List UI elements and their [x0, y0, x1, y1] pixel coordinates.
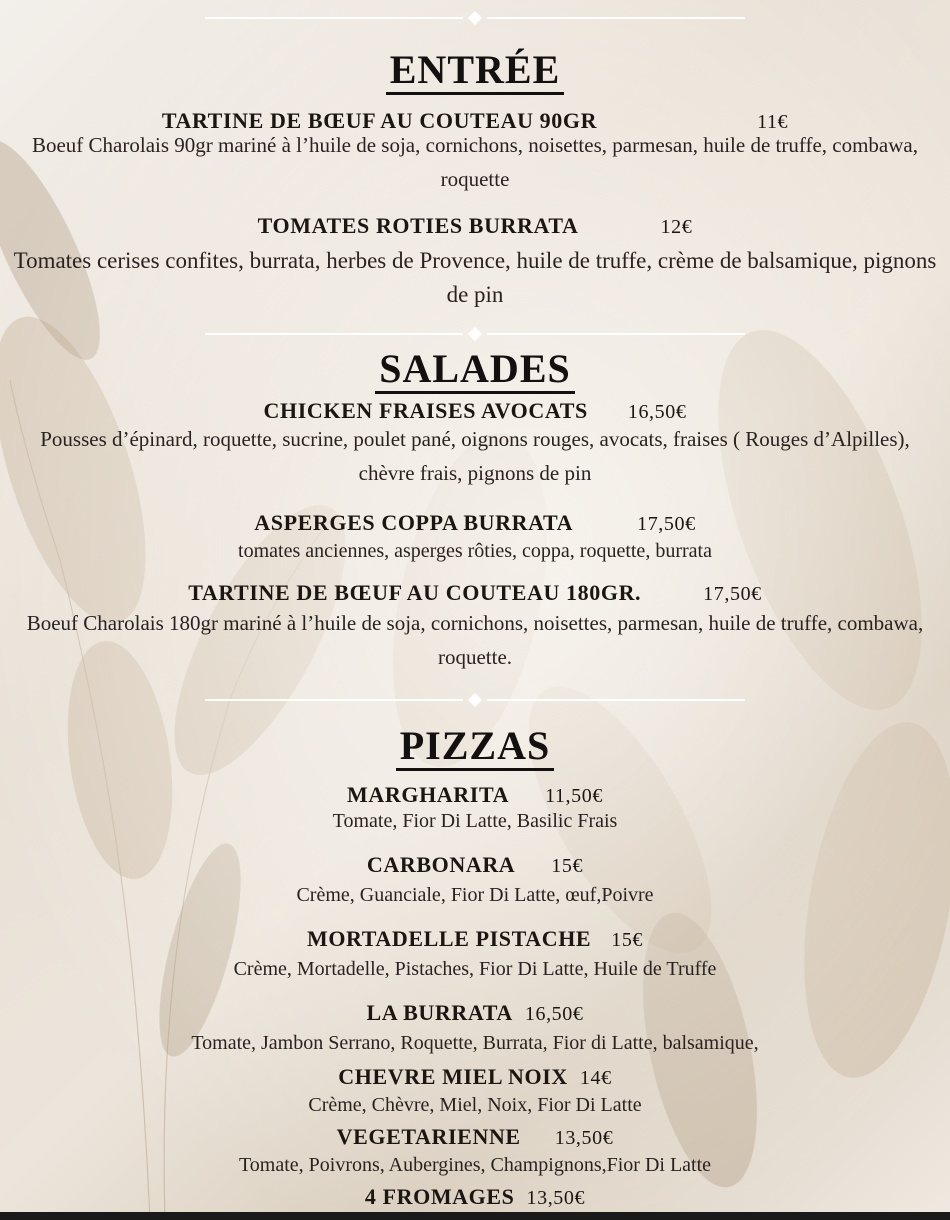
item-price: 13,50€ — [526, 1187, 586, 1209]
item-name: TOMATES ROTIES BURRATA — [257, 213, 579, 238]
item-name: CHEVRE MIEL NOIX — [338, 1064, 568, 1089]
menu-item-heading — [0, 1064, 950, 1090]
item-price: 17,50€ — [703, 583, 762, 605]
item-name: TARTINE DE BŒUF AU COUTEAU 90GR — [161, 108, 598, 133]
item-price: 11,50€ — [545, 785, 603, 807]
item-description: Boeuf Charolais 180gr mariné à l’huile de soja, cornichons, noisettes, parmesan, huile de truffe, combawa, roquette. — [26, 611, 924, 669]
item-name: ASPERGES COPPA BURRATA — [254, 510, 574, 535]
menu-item-heading — [0, 1124, 950, 1150]
item-price: 12€ — [660, 216, 693, 238]
item-name: 4 FROMAGES — [364, 1184, 515, 1209]
menu-item-heading — [0, 926, 950, 952]
item-name: MARGHARITA — [347, 782, 510, 807]
item-name: MORTADELLE PISTACHE — [306, 926, 592, 951]
menu-item-heading — [0, 398, 950, 424]
menu-item-heading — [0, 852, 950, 878]
item-description: Crème, Mortadelle, Pistaches, Fior Di Latte, Huile de Truffe — [233, 958, 717, 980]
item-description: Crème, Chèvre, Miel, Noix, Fior Di Latte — [308, 1094, 642, 1116]
section-title-entree: ENTRÉE — [0, 46, 950, 93]
item-price: 13,50€ — [554, 1127, 614, 1149]
item-name: VEGETARIENNE — [336, 1124, 521, 1149]
item-price: 14€ — [579, 1067, 612, 1089]
item-price: 16,50€ — [524, 1003, 584, 1025]
section-title-pizzas: PIZZAS — [0, 722, 950, 769]
divider-ornament — [205, 10, 745, 26]
item-name: TARTINE DE BŒUF AU COUTEAU 180GR. — [188, 580, 642, 605]
item-description: Boeuf Charolais 90gr mariné à l’huile de soja, cornichons, noisettes, parmesan, huile de truffe, combawa, roquette — [31, 133, 918, 191]
menu-item-heading — [0, 213, 950, 239]
divider-ornament — [205, 326, 745, 342]
bottom-edge-bar — [0, 1212, 950, 1220]
menu-item-heading — [0, 1184, 950, 1210]
menu-item-heading — [0, 782, 950, 808]
divider-ornament — [205, 692, 745, 708]
item-description: Pousses d’épinard, roquette, sucrine, poulet pané, oignons rouges, avocats, fraises ( Rouges d’Alpilles), chèvre frais, pignons de pin — [40, 427, 910, 485]
item-description: Tomate, Jambon Serrano, Roquette, Burrata, Fior di Latte, balsamique, — [191, 1032, 759, 1054]
item-price: 17,50€ — [637, 513, 696, 535]
item-price: 15€ — [611, 929, 644, 951]
item-description: Crème, Guanciale, Fior Di Latte, œuf,Poivre — [296, 884, 654, 906]
item-name: CARBONARA — [366, 852, 516, 877]
item-description: tomates anciennes, asperges rôties, coppa, roquette, burrata — [238, 540, 712, 562]
item-name: LA BURRATA — [366, 1000, 513, 1025]
item-name: CHICKEN FRAISES AVOCATS — [263, 398, 588, 423]
item-price: 15€ — [551, 855, 584, 877]
section-title-salades: SALADES — [0, 345, 950, 392]
item-description: Tomate, Poivrons, Aubergines, Champignons,Fior Di Latte — [238, 1154, 712, 1176]
item-description: Tomate, Fior Di Latte, Basilic Frais — [332, 810, 618, 832]
item-description: Tomates cerises confites, burrata, herbes de Provence, huile de truffe, crème de balsamique, pignons de pin — [13, 248, 937, 307]
item-price: 11€ — [757, 111, 789, 133]
menu-item-heading — [0, 510, 950, 536]
item-price: 16,50€ — [627, 401, 687, 423]
menu-item-heading — [0, 1000, 950, 1026]
menu-item-heading — [0, 580, 950, 606]
